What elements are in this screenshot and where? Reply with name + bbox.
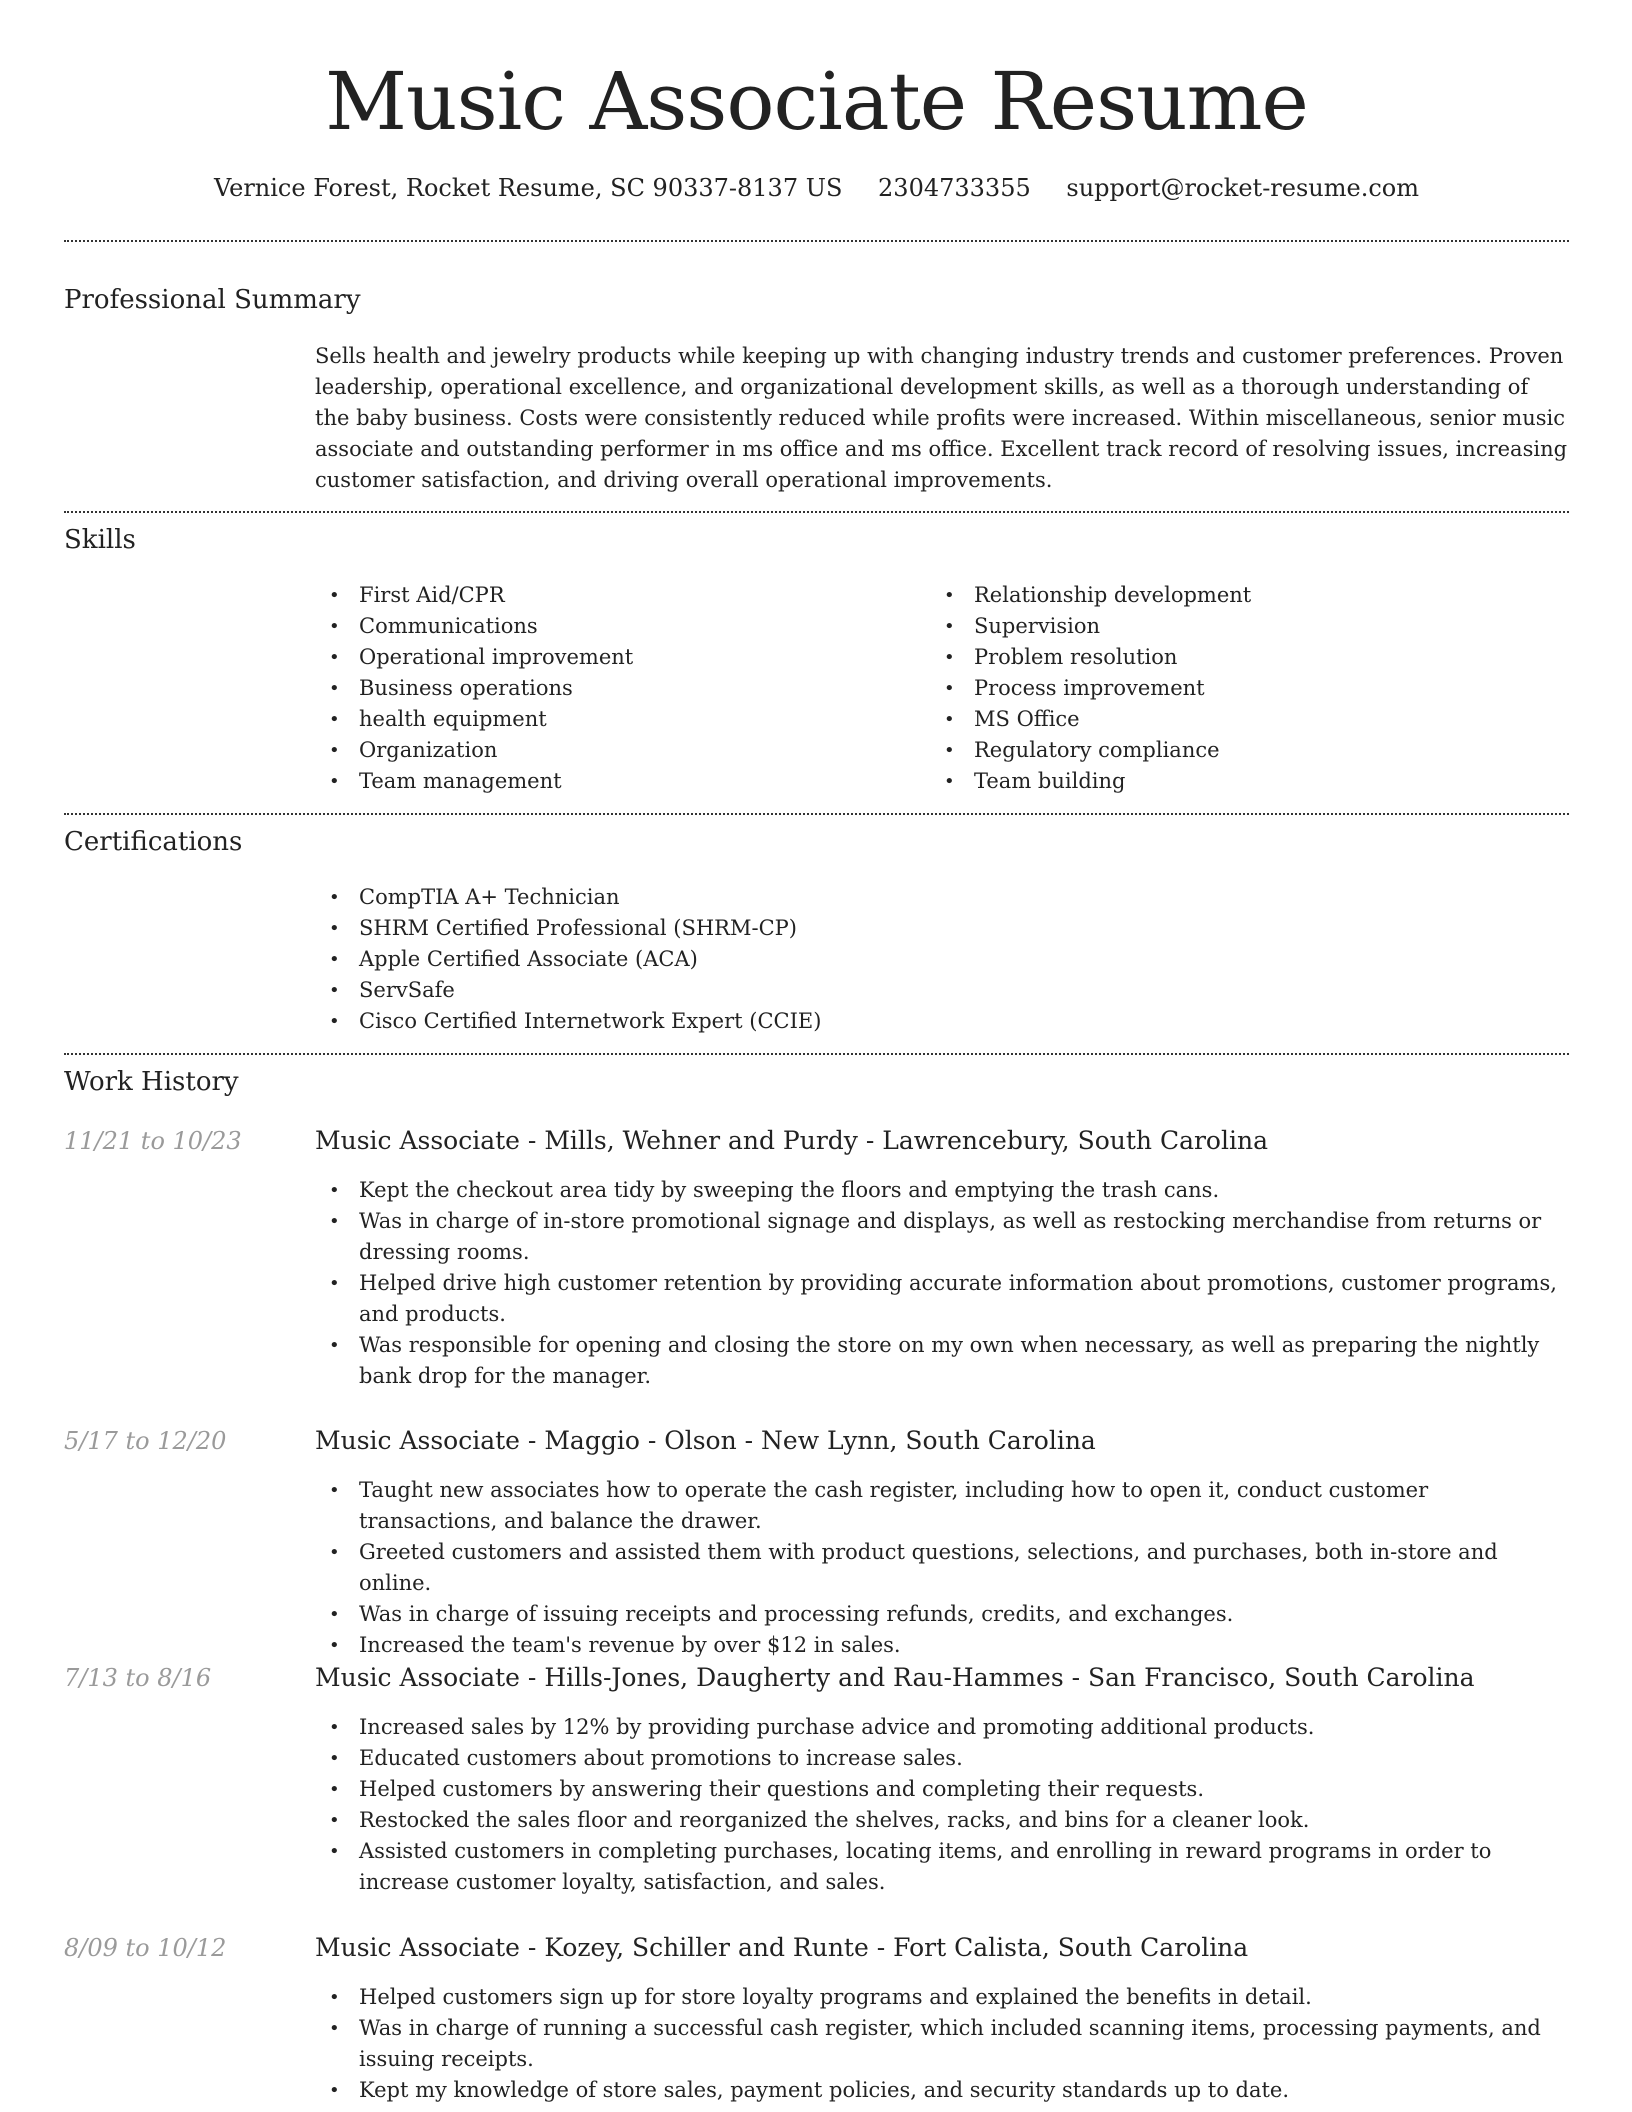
list-item: • Was responsible for opening and closing the store on my own when necessary, as well as preparing the nightly bank drop for the manager. [315, 1330, 1569, 1392]
list-item: • Was in charge of running a successful cash register, which included scanning items, processing payments, and issuing receipts. [315, 2013, 1569, 2075]
job-dates: 5/17 to 12/20 [64, 1427, 227, 1455]
resume-title: Music Associate Resume [325, 55, 1308, 148]
section-divider [64, 813, 1569, 815]
job-dates: 7/13 to 8/16 [64, 1664, 212, 1692]
list-item: • Greeted customers and assisted them with product questions, selections, and purchases, both in-store and online. [315, 1537, 1569, 1599]
list-item: • MS Office [930, 704, 1530, 735]
list-item: • Was in charge of issuing receipts and processing refunds, credits, and exchanges. [315, 1599, 1569, 1630]
job-dates: 11/21 to 10/23 [64, 1127, 242, 1155]
list-item: • Team building [930, 766, 1530, 797]
list-item: • Educated customers about promotions to increase sales. [315, 1743, 1569, 1774]
contact-line [64, 170, 1569, 206]
list-item: • Helped drive high customer retention by providing accurate information about promotions, customer programs, and products. [315, 1268, 1569, 1330]
work-history-heading: Work History [64, 1067, 239, 1097]
job-title: Music Associate - Mills, Wehner and Purdy - Lawrencebury, South Carolina [315, 1126, 1268, 1155]
list-item: • Increased the team's revenue by over $12 in sales. [315, 1630, 1569, 1661]
list-item: • Operational improvement [315, 642, 915, 673]
list-item: • Team management [315, 766, 915, 797]
job-title: Music Associate - Kozey, Schiller and Runte - Fort Calista, South Carolina [315, 1933, 1249, 1962]
list-item: • Assisted customers in completing purchases, locating items, and enrolling in reward programs in order to increase customer loyalty, satisfaction, and sales. [315, 1836, 1569, 1898]
list-item: • First Aid/CPR [315, 580, 915, 611]
list-item: • SHRM Certified Professional (SHRM-CP) [315, 913, 1515, 944]
list-item: • health equipment [315, 704, 915, 735]
section-divider [64, 511, 1569, 513]
certifications-heading: Certifications [64, 827, 243, 857]
list-item: • Helped customers sign up for store loyalty programs and explained the benefits in detail. [315, 1982, 1569, 2013]
list-item: • Was in charge of in-store promotional signage and displays, as well as restocking merchandise from returns or dressing rooms. [315, 1206, 1569, 1268]
job-bullets [315, 1982, 1569, 2106]
list-item: • Communications [315, 611, 915, 642]
list-item: • Apple Certified Associate (ACA) [315, 944, 1515, 975]
summary-text: Sells health and jewelry products while keeping up with changing industry trends and customer preferences. Proven leadership, operational excellence, and organizational development skills, as well as a thorough understanding of the baby business. Costs were consistently reduced while profits were increased. Within miscellaneous, senior music associate and outstanding performer in ms office and ms office. Excellent track record of resolving issues, increasing customer satisfaction, and driving overall operational improvements. [315, 344, 1568, 492]
contact-address: Vernice Forest, Rocket Resume, SC 90337-8137 US [213, 174, 843, 202]
summary-heading: Professional Summary [64, 285, 361, 315]
section-divider [64, 1053, 1569, 1055]
list-item: • Taught new associates how to operate the cash register, including how to open it, conduct customer transactions, and balance the drawer. [315, 1475, 1569, 1537]
job-bullets [315, 1712, 1569, 1898]
list-item: • Problem resolution [930, 642, 1530, 673]
contact-email: support@rocket-resume.com [1066, 174, 1419, 202]
certifications-list [315, 882, 1515, 1037]
skills-list-right [930, 580, 1530, 797]
list-item: • Helped customers by answering their questions and completing their requests. [315, 1774, 1569, 1805]
list-item: • CompTIA A+ Technician [315, 882, 1515, 913]
list-item: • Restocked the sales floor and reorganized the shelves, racks, and bins for a cleaner look. [315, 1805, 1569, 1836]
list-item: • Relationship development [930, 580, 1530, 611]
list-item: • Supervision [930, 611, 1530, 642]
list-item: • ServSafe [315, 975, 1515, 1006]
list-item: • Process improvement [930, 673, 1530, 704]
list-item: • Business operations [315, 673, 915, 704]
job-dates: 8/09 to 10/12 [64, 1934, 227, 1962]
job-title: Music Associate - Hills-Jones, Daugherty and Rau-Hammes - San Francisco, South Carolina [315, 1663, 1475, 1692]
list-item: • Kept my knowledge of store sales, payment policies, and security standards up to date. [315, 2075, 1569, 2106]
skills-heading: Skills [64, 525, 136, 555]
job-title: Music Associate - Maggio - Olson - New Lynn, South Carolina [315, 1426, 1096, 1455]
skills-list-left [315, 580, 915, 797]
job-bullets [315, 1175, 1569, 1392]
job-bullets [315, 1475, 1569, 1661]
contact-phone: 2304733355 [878, 174, 1031, 202]
resume-page [64, 0, 1569, 2112]
list-item: • Increased sales by 12% by providing purchase advice and promoting additional products. [315, 1712, 1569, 1743]
section-divider [64, 240, 1569, 242]
list-item: • Organization [315, 735, 915, 766]
list-item: • Kept the checkout area tidy by sweeping the floors and emptying the trash cans. [315, 1175, 1569, 1206]
list-item: • Cisco Certified Internetwork Expert (CCIE) [315, 1006, 1515, 1037]
list-item: • Regulatory compliance [930, 735, 1530, 766]
